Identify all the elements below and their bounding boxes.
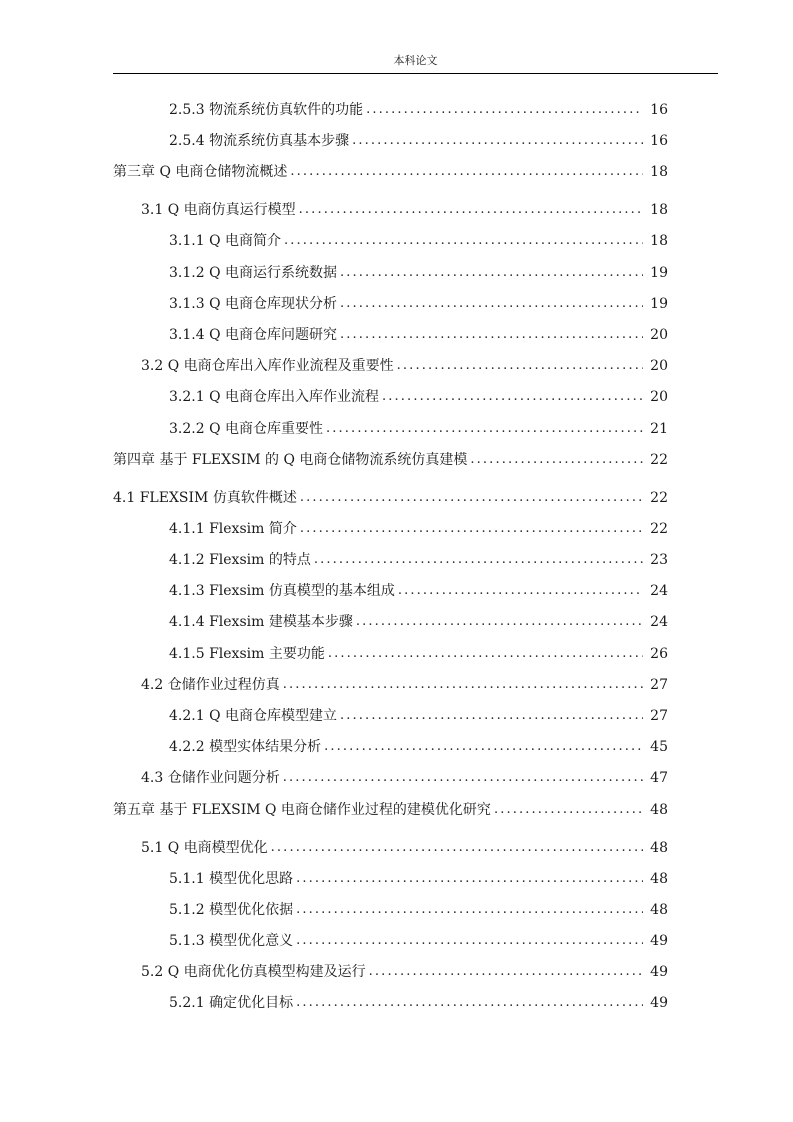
toc-entry[interactable]	[169, 868, 668, 890]
toc-entry-title: 2.5.3 物流系统仿真软件的功能	[169, 102, 364, 118]
toc-entry[interactable]	[169, 736, 668, 758]
toc-entry[interactable]	[169, 549, 668, 571]
toc-entry[interactable]	[169, 899, 668, 921]
toc-entry[interactable]	[113, 449, 668, 471]
toc-dot-leader	[296, 899, 643, 921]
toc-entry[interactable]	[169, 418, 668, 440]
toc-entry[interactable]	[169, 992, 668, 1014]
toc-entry-title: 3.1.4 Q 电商仓库问题研究	[169, 327, 337, 343]
toc-entry-title: 3.1.1 Q 电商简介	[169, 233, 281, 249]
toc-entry-page: 20	[650, 358, 668, 374]
toc-entry-page: 45	[650, 739, 668, 755]
toc-entry-title: 第五章 基于 FLEXSIM Q 电商仓储作业过程的建模优化研究	[113, 802, 491, 818]
toc-dot-leader	[299, 199, 643, 221]
toc-entry-title: 4.1.4 Flexsim 建模基本步骤	[169, 614, 353, 630]
toc-entry[interactable]	[113, 799, 668, 821]
toc-entry-title: 4.1.2 Flexsim 的特点	[169, 552, 311, 568]
toc-entry-page: 21	[650, 421, 668, 437]
toc-entry-title: 3.1.2 Q 电商运行系统数据	[169, 265, 337, 281]
toc-dot-leader	[326, 418, 643, 440]
toc-dot-leader	[284, 230, 643, 252]
toc-entry-page: 18	[650, 202, 668, 218]
toc-entry-page: 22	[650, 452, 668, 468]
toc-entry[interactable]	[113, 487, 668, 509]
toc-entry-page: 27	[650, 677, 668, 693]
toc-entry-title: 5.1 Q 电商模型优化	[141, 840, 268, 856]
toc-dot-leader	[314, 549, 643, 571]
toc-entry[interactable]	[169, 130, 668, 152]
toc-entry[interactable]	[169, 230, 668, 252]
toc-entry-page: 19	[650, 296, 668, 312]
toc-entry[interactable]	[141, 961, 668, 983]
toc-dot-leader	[296, 930, 643, 952]
toc-entry-page: 49	[650, 964, 668, 980]
toc-entry[interactable]	[169, 930, 668, 952]
toc-entry-page: 22	[650, 490, 668, 506]
toc-dot-leader	[340, 293, 643, 315]
toc-dot-leader	[290, 161, 643, 183]
toc-entry-page: 19	[650, 265, 668, 281]
toc-entry-page: 49	[650, 933, 668, 949]
toc-entry-page: 48	[650, 840, 668, 856]
toc-entry-title: 2.5.4 物流系统仿真基本步骤	[169, 133, 350, 149]
toc-entry-page: 48	[650, 871, 668, 887]
toc-dot-leader	[296, 992, 643, 1014]
toc-entry[interactable]	[169, 99, 668, 121]
toc-entry-page: 49	[650, 995, 668, 1011]
toc-dot-leader	[369, 961, 643, 983]
toc-entry[interactable]	[141, 674, 668, 696]
toc-dot-leader	[340, 262, 643, 284]
toc-entry-page: 18	[650, 164, 668, 180]
toc-entry-page: 20	[650, 327, 668, 343]
toc-entry-title: 5.2 Q 电商优化仿真模型构建及运行	[141, 964, 366, 980]
toc-entry-page: 48	[650, 802, 668, 818]
toc-entry-page: 16	[650, 102, 668, 118]
toc-entry[interactable]	[169, 324, 668, 346]
toc-entry-title: 4.1.1 Flexsim 简介	[169, 521, 297, 537]
toc-entry-title: 4.2.1 Q 电商仓库模型建立	[169, 708, 337, 724]
toc-entry-page: 23	[650, 552, 668, 568]
toc-entry[interactable]	[169, 262, 668, 284]
toc-entry-page: 24	[650, 583, 668, 599]
toc-entry-title: 5.1.3 模型优化意义	[169, 933, 294, 949]
toc-entry-title: 3.1.3 Q 电商仓库现状分析	[169, 296, 337, 312]
toc-entry-title: 3.2.1 Q 电商仓库出入库作业流程	[169, 389, 379, 405]
toc-dot-leader	[356, 611, 643, 633]
toc-entry-page: 26	[650, 646, 668, 662]
toc-entry-page: 16	[650, 133, 668, 149]
toc-dot-leader	[271, 837, 643, 859]
toc-dot-leader	[397, 355, 643, 377]
toc-entry-title: 4.2 仓储作业过程仿真	[141, 677, 280, 693]
toc-entry[interactable]	[141, 767, 668, 789]
toc-entry[interactable]	[169, 293, 668, 315]
toc-dot-leader	[352, 130, 643, 152]
toc-entry[interactable]	[169, 386, 668, 408]
toc-dot-leader	[283, 674, 643, 696]
toc-entry-title: 3.2 Q 电商仓库出入库作业流程及重要性	[141, 358, 394, 374]
toc-dot-leader	[340, 324, 643, 346]
toc-entry-title: 5.1.1 模型优化思路	[169, 871, 294, 887]
toc-entry[interactable]	[169, 611, 668, 633]
toc-entry-title: 4.1.3 Flexsim 仿真模型的基本组成	[169, 583, 395, 599]
toc-entry-title: 4.3 仓储作业问题分析	[141, 770, 280, 786]
toc-dot-leader	[328, 643, 643, 665]
toc-entry[interactable]	[169, 580, 668, 602]
toc-dot-leader	[283, 767, 643, 789]
running-header: 本科论文	[393, 54, 438, 67]
toc-entry-title: 第三章 Q 电商仓储物流概述	[113, 164, 288, 180]
toc-entry-page: 24	[650, 614, 668, 630]
toc-entry[interactable]	[169, 643, 668, 665]
toc-entry[interactable]	[141, 355, 668, 377]
toc-entry-page: 22	[650, 521, 668, 537]
toc-entry-page: 48	[650, 902, 668, 918]
toc-dot-leader	[324, 736, 643, 758]
toc-dot-leader	[340, 705, 643, 727]
toc-entry-page: 47	[650, 770, 668, 786]
toc-entry[interactable]	[141, 199, 668, 221]
toc-entry-page: 18	[650, 233, 668, 249]
toc-dot-leader	[366, 99, 643, 121]
toc-entry-title: 4.1 FLEXSIM 仿真软件概述	[113, 490, 297, 506]
toc-dot-leader	[470, 449, 643, 471]
toc-entry-title: 3.1 Q 电商仿真运行模型	[141, 202, 296, 218]
toc-entry-title: 5.1.2 模型优化依据	[169, 902, 294, 918]
toc-entry-title: 4.2.2 模型实体结果分析	[169, 739, 322, 755]
toc-dot-leader	[300, 518, 643, 540]
toc-entry-title: 第四章 基于 FLEXSIM 的 Q 电商仓储物流系统仿真建模	[113, 452, 468, 468]
toc-entry-title: 4.1.5 Flexsim 主要功能	[169, 646, 325, 662]
toc-entry-page: 20	[650, 389, 668, 405]
toc-entry-page: 27	[650, 708, 668, 724]
toc-entry[interactable]	[169, 705, 668, 727]
toc-dot-leader	[398, 580, 643, 602]
toc-entry[interactable]	[169, 518, 668, 540]
toc-dot-leader	[494, 799, 643, 821]
toc-entry-title: 3.2.2 Q 电商仓库重要性	[169, 421, 323, 437]
toc-entry[interactable]	[113, 161, 668, 183]
toc-dot-leader	[382, 386, 643, 408]
toc-dot-leader	[300, 487, 643, 509]
toc-entry[interactable]	[141, 837, 668, 859]
toc-dot-leader	[296, 868, 643, 890]
toc-entry-title: 5.2.1 确定优化目标	[169, 995, 294, 1011]
